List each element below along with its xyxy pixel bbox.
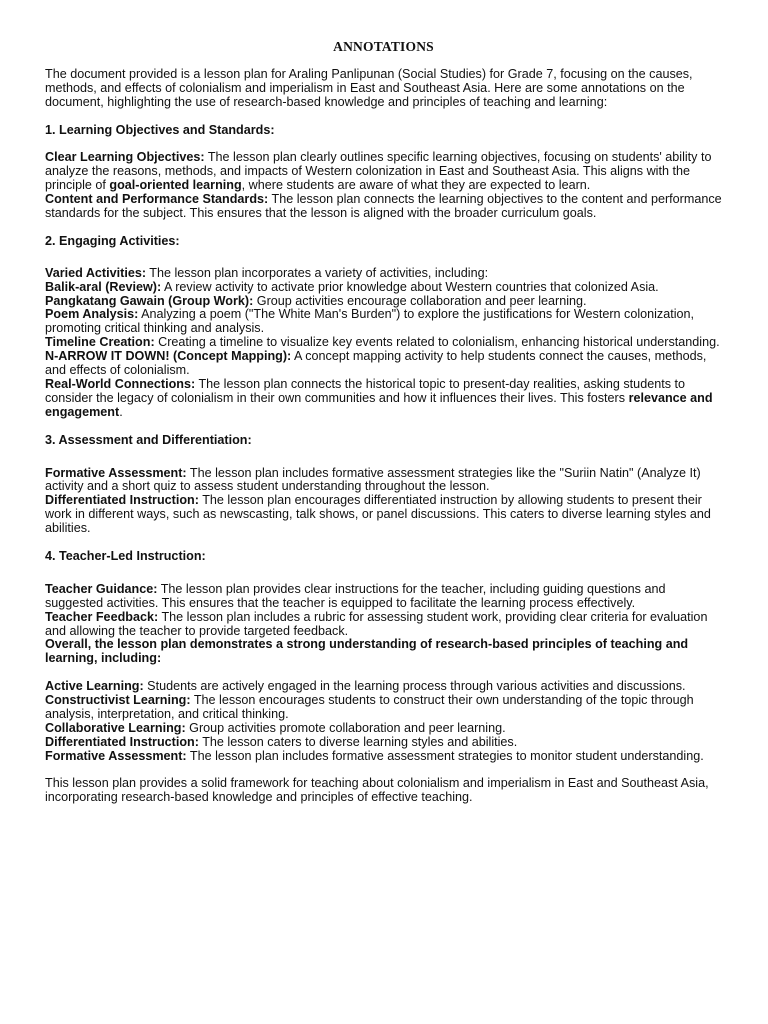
principles-formative-paragraph xyxy=(45,750,722,764)
poem-analysis-paragraph xyxy=(45,308,722,336)
constructivist-learning-label: Constructivist Learning: xyxy=(45,693,191,708)
varied-activities-label: Varied Activities: xyxy=(45,265,147,280)
standards-text: The lesson plan connects the learning objectives to the content and performance standards for the subject. This ensures that the lesson is aligned with the broader curriculum goals. xyxy=(45,192,722,221)
balik-aral-paragraph xyxy=(45,281,722,295)
differentiated-instruction-paragraph xyxy=(45,494,722,536)
section-4-heading: 4. Teacher-Led Instruction: xyxy=(45,548,206,563)
poem-analysis-label: Poem Analysis: xyxy=(45,307,139,322)
real-world-label: Real-World Connections: xyxy=(45,376,196,391)
balik-aral-text: A review activity to activate prior knowledge about Western countries that colonized Asia. xyxy=(161,279,659,294)
goal-oriented-learning-term: goal-oriented learning xyxy=(109,178,242,193)
concept-mapping-paragraph xyxy=(45,350,722,378)
active-learning-label: Active Learning: xyxy=(45,679,144,694)
differentiated-instruction-text: The lesson plan encourages differentiated instruction by allowing students to present their work in different ways, such as newscasting, talk shows, or panel discussions. This caters to diverse learning styles and abilities. xyxy=(45,493,711,536)
principles-formative-text: The lesson plan includes formative assessment strategies to monitor student understanding. xyxy=(186,748,704,763)
varied-activities-text: The lesson plan incorporates a variety of activities, including: xyxy=(146,265,489,280)
section-2-heading: 2. Engaging Activities: xyxy=(45,233,180,248)
timeline-creation-label: Timeline Creation: xyxy=(45,335,155,350)
formative-assessment-paragraph xyxy=(45,467,722,495)
pangkatang-gawain-label: Pangkatang Gawain (Group Work): xyxy=(45,293,254,308)
concept-mapping-label: N-ARROW IT DOWN! (Concept Mapping): xyxy=(45,349,292,364)
formative-assessment-text: The lesson plan includes formative assessment strategies like the "Suriin Natin" (Analyze It) activity and a short quiz to assess student understanding throughout the lesson. xyxy=(45,465,701,494)
standards-label: Content and Performance Standards: xyxy=(45,192,269,207)
teacher-feedback-paragraph xyxy=(45,611,722,639)
varied-activities-paragraph xyxy=(45,267,722,281)
formative-assessment-label: Formative Assessment: xyxy=(45,465,187,480)
active-learning-paragraph xyxy=(45,680,722,694)
collaborative-learning-paragraph xyxy=(45,722,722,736)
clear-objectives-text-a: The lesson plan clearly outlines specific learning objectives, focusing on students' ability to analyze the reasons, methods, and impacts of Western colonization in East and Southeast Asia. This aligns with the principle of xyxy=(45,150,712,193)
relevance-engagement-term: relevance and engagement xyxy=(45,390,713,419)
timeline-creation-text: Creating a timeline to visualize key events related to colonialism, enhancing historical understanding. xyxy=(154,335,720,350)
teacher-guidance-label: Teacher Guidance: xyxy=(45,581,158,596)
clear-objectives-label: Clear Learning Objectives: xyxy=(45,150,205,165)
teacher-feedback-text: The lesson plan includes a rubric for assessing student work, providing clear criteria for evaluation and allowing the teacher to provide targeted feedback. xyxy=(45,609,708,638)
pangkatang-gawain-text: Group activities encourage collaboration and peer learning. xyxy=(253,293,587,308)
active-learning-text: Students are actively engaged in the learning process through various activities and discussions. xyxy=(143,679,686,694)
poem-analysis-text: Analyzing a poem ("The White Man's Burden") to explore the justifications for Western colonization, promoting critical thinking and analysis. xyxy=(45,307,695,336)
intro-paragraph: The document provided is a lesson plan for Araling Panlipunan (Social Studies) for Grade 7, focusing on the causes, methods, and effects of colonialism and imperialism in East and Southeast Asia. Here are some annotations on the document, highlighting the use of research-based knowledge and principles of teaching and learning: xyxy=(45,67,693,109)
constructivist-learning-paragraph xyxy=(45,694,722,722)
principles-differentiated-paragraph xyxy=(45,736,722,750)
concept-mapping-text: A concept mapping activity to help students connect the causes, methods, and effects of colonialism. xyxy=(45,349,707,378)
principles-differentiated-label: Differentiated Instruction: xyxy=(45,734,199,749)
balik-aral-label: Balik-aral (Review): xyxy=(45,279,162,294)
clear-objectives-text-b: , where students are aware of what they are expected to learn. xyxy=(241,178,591,193)
overall-statement: Overall, the lesson plan demonstrates a strong understanding of research-based principles of teaching and learning, including: xyxy=(45,637,689,666)
clear-objectives-paragraph xyxy=(45,151,722,193)
standards-paragraph xyxy=(45,193,722,221)
document-title: ANNOTATIONS xyxy=(333,39,434,54)
real-world-end: . xyxy=(119,404,123,419)
principles-formative-label: Formative Assessment: xyxy=(45,748,187,763)
differentiated-instruction-label: Differentiated Instruction: xyxy=(45,493,199,508)
teacher-guidance-text: The lesson plan provides clear instructions for the teacher, including guiding questions and suggested activities. This ensures that the teacher is equipped to facilitate the learning process effectively. xyxy=(45,581,666,610)
teacher-feedback-label: Teacher Feedback: xyxy=(45,609,159,624)
real-world-text: The lesson plan connects the historical topic to present-day realities, asking students to consider the legacy of colonialism in their own communities and how it influences their lives. This fosters xyxy=(45,376,686,405)
timeline-creation-paragraph xyxy=(45,336,722,350)
section-1-heading: 1. Learning Objectives and Standards: xyxy=(45,122,275,137)
pangkatang-gawain-paragraph xyxy=(45,295,722,309)
section-3-heading: 3. Assessment and Differentiation: xyxy=(45,432,252,447)
conclusion-paragraph: This lesson plan provides a solid framework for teaching about colonialism and imperialism in East and Southeast Asia, incorporating research-based knowledge and principles of effective teaching. xyxy=(45,776,709,805)
principles-differentiated-text: The lesson caters to diverse learning styles and abilities. xyxy=(198,734,518,749)
constructivist-learning-text: The lesson encourages students to construct their own understanding of the topic through analysis, interpretation, and critical thinking. xyxy=(45,693,694,721)
teacher-guidance-paragraph xyxy=(45,583,722,611)
collaborative-learning-text: Group activities promote collaboration and peer learning. xyxy=(185,720,506,735)
real-world-paragraph xyxy=(45,378,722,420)
collaborative-learning-label: Collaborative Learning: xyxy=(45,720,186,735)
